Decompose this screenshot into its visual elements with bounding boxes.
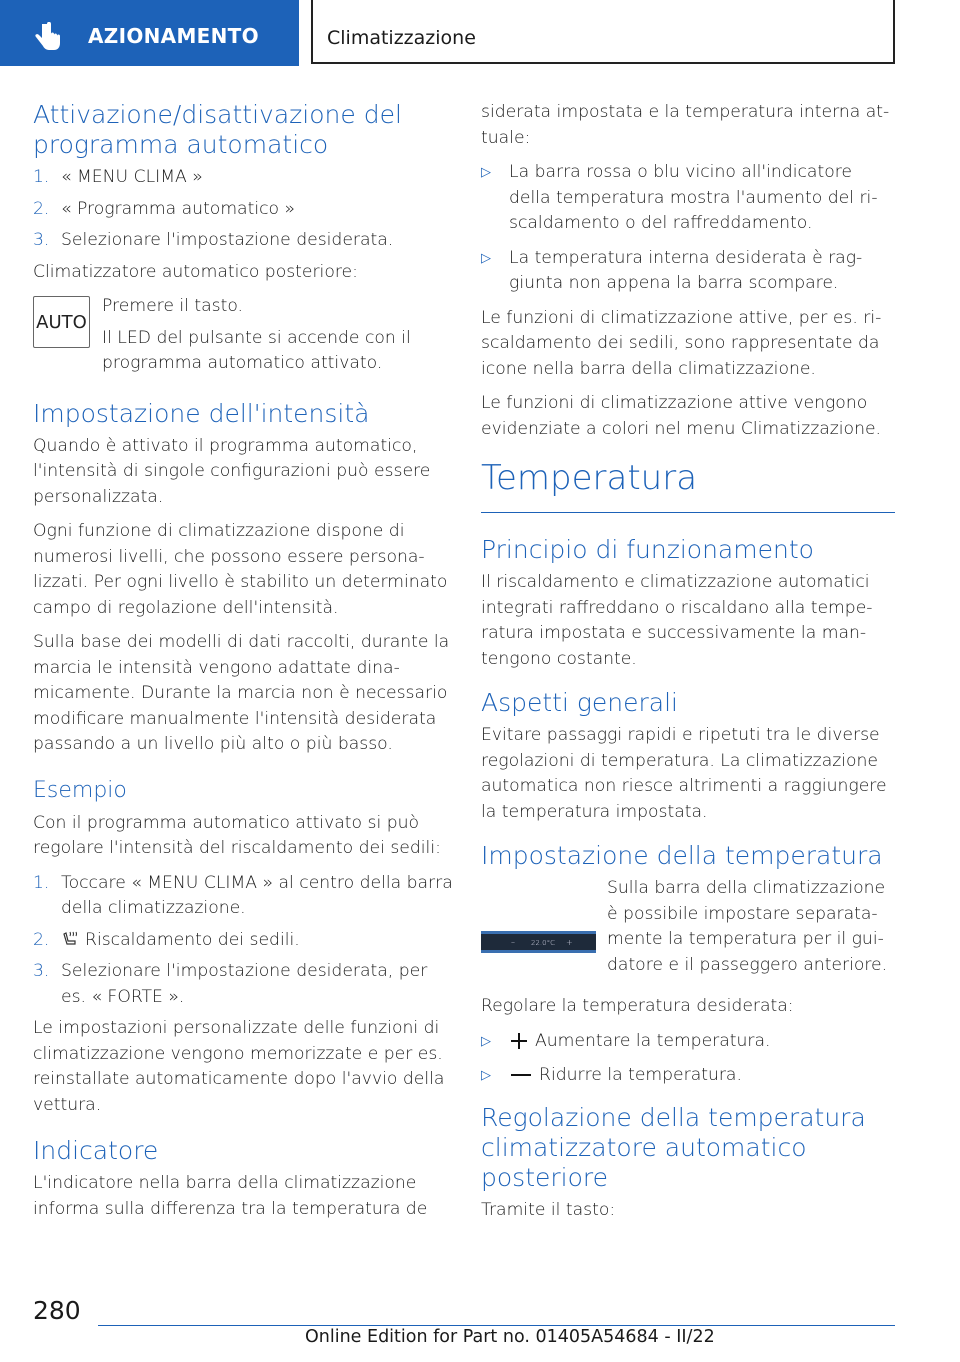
- temperature-bar-image: [481, 931, 596, 953]
- heading-auto-program: Attivazione/disattivazione del programma automatico: [33, 100, 402, 159]
- intensity-paragraph-1: Quando è attivato il programma automatico, l'intensità di singole configurazioni può essere personalizzata.: [33, 435, 431, 507]
- section-divider: [481, 512, 895, 513]
- set-temperature-paragraph: Sulla barra della climatizzazione è possibile impostare separatamente la temperatura per il guidatore e il passeggero anteriore.: [607, 878, 888, 975]
- example-paragraph: Con il programma automatico attivato si può regolare l'intensità del riscaldamento dei sedili:: [33, 812, 441, 858]
- heading-intensity: Impostazione dell'intensità: [33, 398, 370, 428]
- heading-rear-temperature: Regolazione della temperatura climatizzatore automatico posteriore: [481, 1102, 866, 1192]
- list-item: ▷ La barra rossa o blu vicino all'indicatore della temperatura mostra l'aumento del riscaldamento o del raffreddamento.: [481, 162, 878, 233]
- list-item: ▷ La temperatura interna desiderata è raggiunta non appena la barra scompare.: [481, 247, 863, 293]
- intensity-paragraph-2: Ogni funzione di climatizzazione dispone di numerosi livelli, che possono essere personalizzati. Per ogni livello è stabilito un determinato campo di regolazione dell'intensità.: [33, 521, 448, 618]
- intensity-paragraph-3: Sulla base dei modelli di dati raccolti, durante la marcia le intensità vengono adattate dinamicamente. Durante la marcia non è necessario modificare manualmente l'intensità desiderata passando a un livello più alto o più basso.: [33, 632, 450, 754]
- indicator-bullets: [481, 160, 895, 297]
- indicator-continued: siderata impostata e la temperatura interna attuale:: [481, 102, 890, 148]
- footer-divider: [98, 1325, 895, 1326]
- temperature-display-value: 22.0°C: [531, 939, 555, 947]
- heading-temperature: Temperatura: [481, 458, 698, 498]
- heading-set-temperature: Impostazione della temperatura: [481, 841, 883, 870]
- hand-pointer-icon: [30, 22, 62, 52]
- seat-heating-icon: [61, 931, 79, 949]
- list-item: 1. Toccare « MENU CLIMA » al centro della barra della climatizzazione.: [33, 872, 453, 918]
- bullet-triangle-icon: ▷: [481, 165, 491, 180]
- right-column: [481, 100, 895, 1232]
- bullet-triangle-icon: ▷: [481, 250, 491, 266]
- rear-auto-intro: Climatizzatore automatico posteriore:: [33, 261, 358, 282]
- svg-text:–: –: [511, 938, 515, 947]
- principle-paragraph: Il riscaldamento e climatizzazione automatici integrati raffreddano o riscaldano alla temperatura impostata e successivamente la mantengono costante.: [481, 572, 873, 669]
- auto-press-text: Premere il tasto.: [102, 296, 244, 316]
- list-item: 3. Selezionare l'impostazione desiderata, per es. « FORTE ».: [33, 961, 428, 1007]
- chapter-title: Climatizzazione: [327, 27, 476, 49]
- functions-paragraph-1: Le funzioni di climatizzazione attive, per es. riscaldamento dei sedili, sono rappresentate da icone nella barra della climatizzazione.: [481, 307, 882, 379]
- temperature-row: [481, 876, 895, 978]
- heading-principle: Principio di funzionamento: [481, 535, 814, 564]
- section-tab: [0, 0, 299, 66]
- section-title: AZIONAMENTO: [88, 24, 259, 48]
- functions-paragraph-2: Le funzioni di climatizzazione attive vengono evidenziate a colori nel menu Climatizzazione.: [481, 393, 881, 439]
- example-after-paragraph: Le impostazioni personalizzate delle funzioni di climatizzazione vengono memorizzate e per es. reinstallate automaticamente dopo l'avvio della vettura.: [33, 1018, 445, 1115]
- list-item: 2. « Programma automatico »: [33, 198, 296, 219]
- footer-edition: Online Edition for Part no. 01405A54684 - II/22: [305, 1327, 715, 1347]
- list-item: 1. « MENU CLIMA »: [33, 167, 203, 187]
- chapter-header: [311, 0, 895, 64]
- list-item: ▷ Aumentare la temperatura.: [481, 1029, 895, 1055]
- steps-auto-program: [33, 165, 453, 254]
- heading-indicator: Indicatore: [33, 1136, 159, 1165]
- auto-button-row: [33, 294, 453, 383]
- auto-led-text: Il LED del pulsante si accende con il programma automatico attivato.: [102, 327, 411, 373]
- minus-icon: [509, 1065, 533, 1085]
- adjust-bullets: [481, 1029, 895, 1089]
- heading-example: Esempio: [33, 777, 127, 803]
- list-item: 2. Riscaldamento dei sedili.: [33, 929, 300, 950]
- page-number: 280: [33, 1296, 81, 1325]
- bullet-triangle-icon: ▷: [481, 1033, 491, 1049]
- svg-text:+: +: [566, 938, 573, 947]
- rear-temperature-paragraph: Tramite il tasto:: [481, 1199, 616, 1220]
- indicator-paragraph: L'indicatore nella barra della climatizzazione informa sulla differenza tra la temperatura de: [33, 1173, 428, 1219]
- list-item: ▷ Ridurre la temperatura.: [481, 1063, 895, 1089]
- heading-general: Aspetti generali: [481, 688, 678, 717]
- steps-example: [33, 871, 453, 1011]
- left-column: [33, 100, 453, 1231]
- plus-icon: [509, 1031, 529, 1051]
- auto-button-icon: AUTO: [33, 296, 90, 348]
- bullet-triangle-icon: ▷: [481, 1068, 491, 1083]
- general-paragraph: Evitare passaggi rapidi e ripetuti tra le diverse regolazioni di temperatura. La climatizzazione automatica non riesce altrimenti a raggiungere la temperatura impostata.: [481, 725, 887, 822]
- adjust-intro: Regolare la temperatura desiderata:: [481, 996, 794, 1016]
- list-item: 3. Selezionare l'impostazione desiderata.: [33, 230, 394, 250]
